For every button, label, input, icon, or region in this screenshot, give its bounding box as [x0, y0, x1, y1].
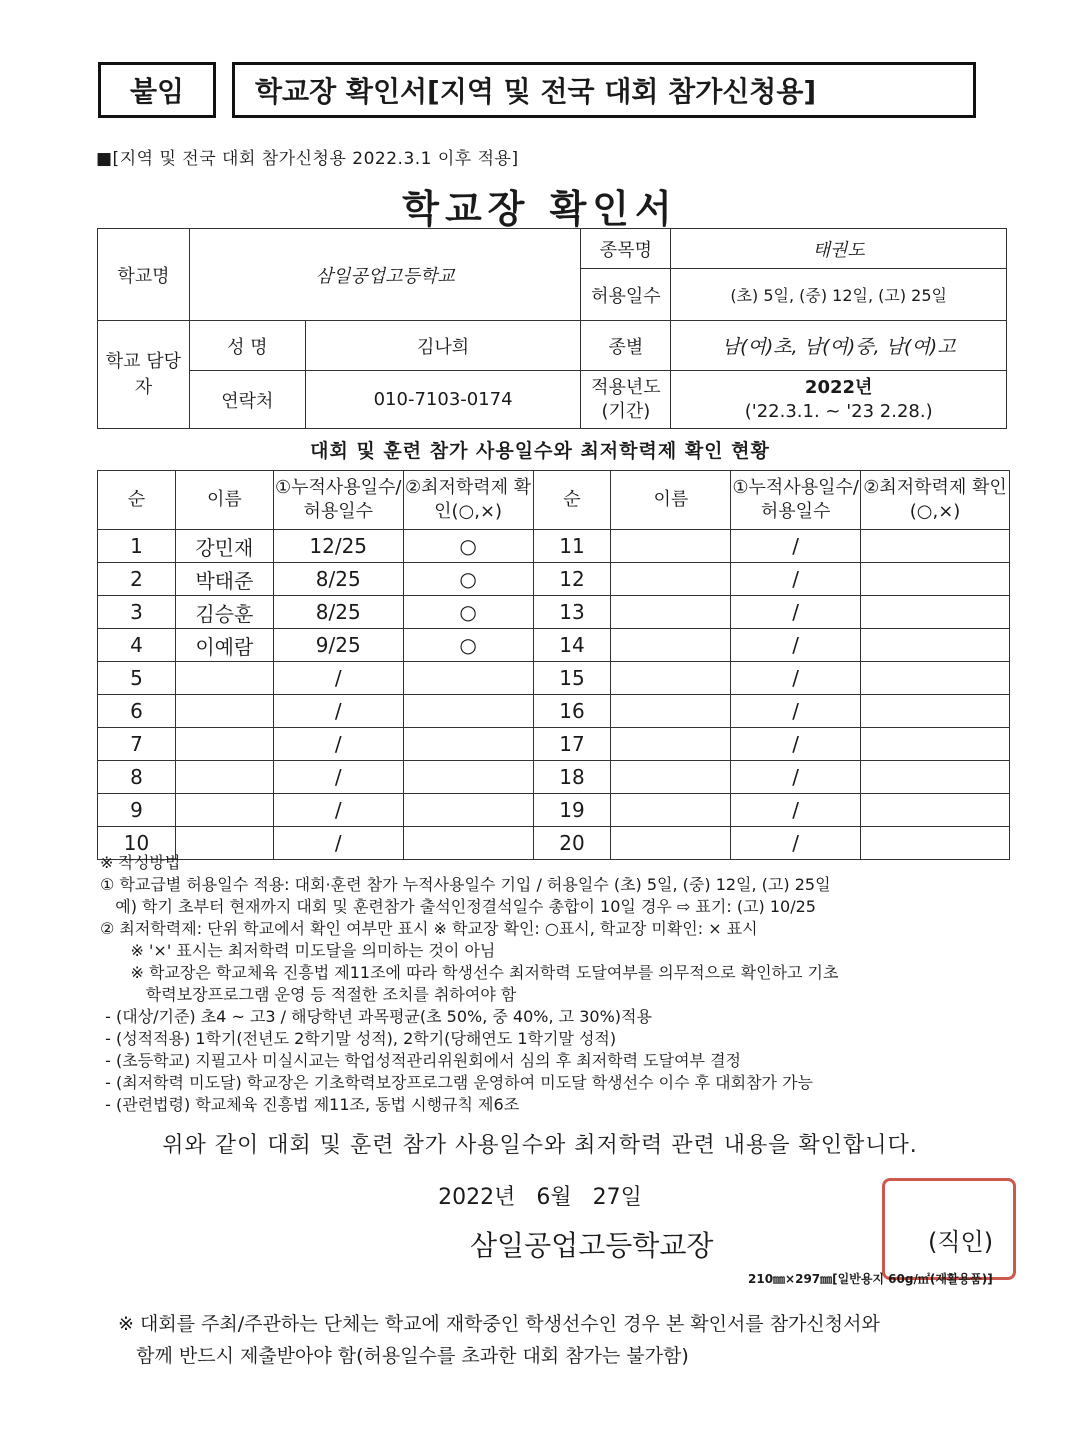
row-days: / [731, 530, 861, 563]
row-days: / [731, 794, 861, 827]
guide-line: - (대상/기준) 초4 ~ 고3 / 해당학년 과목평균(초 50%, 중 40%, 고 30%)적용 [100, 1007, 652, 1026]
row-check [861, 728, 1010, 761]
row-days: / [273, 761, 403, 794]
row-name [611, 662, 731, 695]
row-check [861, 761, 1010, 794]
table-row [98, 629, 1010, 662]
row-check [403, 728, 533, 761]
col-academic: ②최저학력제 확인(○,×) [403, 471, 533, 530]
col-no: 순 [98, 471, 176, 530]
col-no-2: 순 [533, 471, 611, 530]
col-name-2: 이름 [611, 471, 731, 530]
row-days: / [273, 794, 403, 827]
table-row [98, 794, 1010, 827]
allowed-days-value: (초) 5일, (중) 12일, (고) 25일 [671, 269, 1007, 321]
row-days: / [273, 695, 403, 728]
row-name [611, 629, 731, 662]
guide-line: - (최저학력 미도달) 학교장은 기초학력보장프로그램 운영하여 미도달 학생선수 이수 후 대회참가 가능 [100, 1073, 813, 1092]
row-check [861, 662, 1010, 695]
writing-guide [100, 852, 1020, 1116]
bottom-note-line: ※ 대회를 주최/주관하는 단체는 학교에 재학중인 학생선수인 경우 본 확인서를 참가신청서와 [118, 1313, 880, 1335]
guide-line: 학력보장프로그램 운영 등 적절한 조치를 취하여야 함 [100, 985, 517, 1004]
row-check [861, 794, 1010, 827]
row-no: 4 [98, 629, 176, 662]
section-title: 대회 및 훈련 참가 사용일수와 최저학력제 확인 현황 [310, 440, 770, 462]
row-check [403, 695, 533, 728]
row-name [611, 530, 731, 563]
student-table [97, 470, 1010, 860]
row-check [861, 629, 1010, 662]
attachment-tag: 붙임 [98, 62, 216, 118]
row-name: 박태준 [175, 563, 273, 596]
row-name: 김승훈 [175, 596, 273, 629]
table-row [98, 530, 1010, 563]
info-table [97, 228, 1007, 429]
row-no: 19 [533, 794, 611, 827]
row-name [611, 563, 731, 596]
table-row [98, 662, 1010, 695]
guide-line: - (관련법령) 학교체육 진흥법 제11조, 동법 시행규칙 제6조 [100, 1095, 520, 1114]
row-name [175, 794, 273, 827]
row-days: 12/25 [273, 530, 403, 563]
school-value: 삼일공업고등학교 [189, 229, 581, 321]
row-days: / [731, 563, 861, 596]
row-check [403, 794, 533, 827]
row-name [611, 596, 731, 629]
row-check [861, 530, 1010, 563]
row-days: / [731, 629, 861, 662]
row-no: 20 [533, 827, 611, 860]
row-days: 8/25 [273, 596, 403, 629]
col-academic-2: ②최저학력제 확인(○,×) [861, 471, 1010, 530]
row-days: / [731, 596, 861, 629]
row-name: 이예람 [175, 629, 273, 662]
row-no: 13 [533, 596, 611, 629]
row-no: 7 [98, 728, 176, 761]
bottom-note [118, 1308, 1018, 1372]
row-name [175, 728, 273, 761]
header-title: 학교장 확인서[지역 및 전국 대회 참가신청용] [232, 62, 976, 118]
period-value: ('22.3.1. ~ '23 2.28.) [744, 400, 933, 422]
col-name: 이름 [175, 471, 273, 530]
row-no: 9 [98, 794, 176, 827]
row-no: 6 [98, 695, 176, 728]
contact-label: 연락처 [189, 371, 305, 429]
school-label: 학교명 [98, 229, 190, 321]
row-no: 11 [533, 530, 611, 563]
row-check [403, 662, 533, 695]
confirmation-statement: 위와 같이 대회 및 훈련 참가 사용일수와 최저학력 관련 내용을 확인합니다. [162, 1133, 918, 1158]
applicability-note: ■[지역 및 전국 대회 참가신청용 2022.3.1 이후 적용] [96, 149, 519, 169]
table-row [98, 728, 1010, 761]
row-days: 9/25 [273, 629, 403, 662]
sport-label: 종목명 [581, 229, 671, 269]
row-days: / [731, 662, 861, 695]
row-name [175, 662, 273, 695]
bottom-note-line: 함께 반드시 제출받아야 함(허용일수를 초과한 대회 참가는 불가함) [118, 1345, 689, 1367]
row-name: 강민재 [175, 530, 273, 563]
guide-line: - (초등학교) 지필고사 미실시교는 학업성적관리위원회에서 심의 후 최저학력 도달여부 결정 [100, 1051, 741, 1070]
row-check [861, 563, 1010, 596]
year-cell [671, 371, 1007, 429]
row-days: / [273, 728, 403, 761]
guide-line: ※ '×' 표시는 최저학력 미도달을 의미하는 것이 아님 [100, 941, 496, 960]
year-value: 2022년 [804, 376, 873, 398]
row-days: / [273, 662, 403, 695]
col-days-2: ①누적사용일수/허용일수 [731, 471, 861, 530]
year-label: 적용년도 (기간) [581, 371, 671, 429]
col-days: ①누적사용일수/허용일수 [273, 471, 403, 530]
paper-spec: 210㎜×297㎜[일반용지 60g/㎡(재활용품)] [748, 1272, 993, 1286]
row-no: 15 [533, 662, 611, 695]
manager-label: 학교 담당자 [98, 321, 190, 429]
row-check: ○ [403, 530, 533, 563]
row-check: ○ [403, 629, 533, 662]
row-check [403, 761, 533, 794]
row-check: ○ [403, 563, 533, 596]
table-row [98, 563, 1010, 596]
table-row [98, 761, 1010, 794]
row-days: / [731, 695, 861, 728]
row-days: / [731, 761, 861, 794]
row-no: 18 [533, 761, 611, 794]
row-days: / [731, 728, 861, 761]
guide-line: ※ 작성방법 [100, 853, 181, 872]
row-name [611, 761, 731, 794]
row-no: 3 [98, 596, 176, 629]
document-title: 학교장 확인서 [402, 187, 678, 231]
row-days: 8/25 [273, 563, 403, 596]
row-days: / [273, 827, 403, 860]
category-label: 종별 [581, 321, 671, 371]
issue-date: 2022년 6월 27일 [438, 1185, 642, 1210]
row-no: 14 [533, 629, 611, 662]
row-check [861, 596, 1010, 629]
row-days: / [731, 827, 861, 860]
row-name [611, 794, 731, 827]
contact-value: 010-7103-0174 [305, 371, 581, 429]
row-name [611, 728, 731, 761]
principal-name: 삼일공업고등학교장 [470, 1229, 714, 1262]
allowed-days-label: 허용일수 [581, 269, 671, 321]
row-no: 1 [98, 530, 176, 563]
row-name [611, 695, 731, 728]
row-no: 5 [98, 662, 176, 695]
table-header-row [98, 471, 1010, 530]
table-row [98, 695, 1010, 728]
category-value: 남(여)초, 남(여)중, 남(여)고 [671, 321, 1007, 371]
row-no: 12 [533, 563, 611, 596]
name-label: 성 명 [189, 321, 305, 371]
row-no: 17 [533, 728, 611, 761]
row-check [861, 695, 1010, 728]
row-no: 10 [98, 827, 176, 860]
seal-mark: (직인) [928, 1228, 994, 1256]
row-no: 8 [98, 761, 176, 794]
row-no: 2 [98, 563, 176, 596]
name-value: 김나희 [305, 321, 581, 371]
guide-line: ① 학교급별 허용일수 적용: 대회·훈련 참가 누적사용일수 기입 / 허용일수 (초) 5일, (중) 12일, (고) 25일 [100, 875, 831, 894]
row-no: 16 [533, 695, 611, 728]
sport-value: 태권도 [671, 229, 1007, 269]
row-name [175, 761, 273, 794]
row-name [175, 695, 273, 728]
guide-line: ② 최저학력제: 단위 학교에서 확인 여부만 표시 ※ 학교장 확인: ○표시, 학교장 미확인: × 표시 [100, 919, 758, 938]
row-check: ○ [403, 596, 533, 629]
guide-line: 예) 학기 초부터 현재까지 대회 및 훈련참가 출석인정결석일수 총합이 10일 경우 ⇨ 표기: (고) 10/25 [100, 897, 816, 916]
guide-line: ※ 학교장은 학교체육 진흥법 제11조에 따라 학생선수 최저학력 도달여부를 의무적으로 확인하고 기초 [100, 963, 839, 982]
table-row [98, 596, 1010, 629]
guide-line: - (성적적용) 1학기(전년도 2학기말 성적), 2학기(당해연도 1학기말 성적) [100, 1029, 617, 1048]
